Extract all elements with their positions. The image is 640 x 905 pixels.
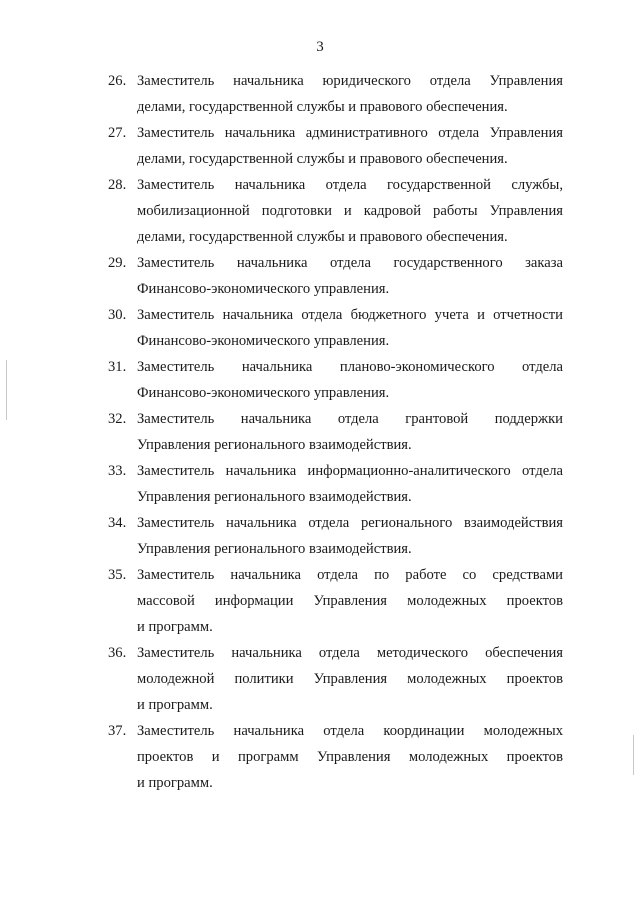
item-text-line: Финансово-экономического управления. bbox=[137, 333, 390, 349]
item-text-line: Заместитель начальника отдела методического обеспечения bbox=[137, 645, 563, 661]
item-text-line: Заместитель начальника отдела по работе со средствами bbox=[137, 567, 563, 583]
item-number: 33. bbox=[108, 463, 127, 479]
list-item bbox=[108, 562, 563, 640]
item-number: 31. bbox=[108, 359, 127, 375]
list-item bbox=[108, 302, 563, 354]
item-text-line: и программ. bbox=[137, 775, 213, 791]
item-number: 27. bbox=[108, 125, 127, 141]
list-item bbox=[108, 68, 563, 120]
scan-artifact bbox=[633, 735, 634, 775]
item-text-line: мобилизационной подготовки и кадровой работы Управления bbox=[137, 203, 563, 219]
item-text-line: Заместитель начальника отдела регионального взаимодействия bbox=[137, 515, 563, 531]
list-item bbox=[108, 250, 563, 302]
item-text-line: проектов и программ Управления молодежных проектов bbox=[137, 749, 563, 765]
item-text-line: Заместитель начальника отдела координации молодежных bbox=[137, 723, 563, 739]
item-number: 32. bbox=[108, 411, 127, 427]
item-text-line: делами, государственной службы и правового обеспечения. bbox=[137, 151, 508, 167]
item-number: 30. bbox=[108, 307, 127, 323]
item-text-line: Заместитель начальника планово-экономического отдела bbox=[137, 359, 563, 375]
item-number: 28. bbox=[108, 177, 127, 193]
list-item bbox=[108, 458, 563, 510]
scan-artifact bbox=[6, 360, 7, 420]
item-text-line: Заместитель начальника информационно-аналитического отдела bbox=[137, 463, 563, 479]
list-item bbox=[108, 172, 563, 250]
item-text-line: и программ. bbox=[137, 619, 213, 635]
item-text-line: Управления регионального взаимодействия. bbox=[137, 437, 412, 453]
item-number: 35. bbox=[108, 567, 127, 583]
list-item bbox=[108, 510, 563, 562]
list-item bbox=[108, 718, 563, 796]
item-text-line: Заместитель начальника отдела государственной службы, bbox=[137, 177, 563, 193]
page-number: 3 bbox=[316, 39, 324, 55]
item-text-line: и программ. bbox=[137, 697, 213, 713]
item-text-line: массовой информации Управления молодежных проектов bbox=[137, 593, 563, 609]
item-text-line: Заместитель начальника юридического отдела Управления bbox=[137, 73, 563, 89]
position-list bbox=[108, 68, 563, 796]
item-text-line: делами, государственной службы и правового обеспечения. bbox=[137, 229, 508, 245]
item-number: 37. bbox=[108, 723, 127, 739]
item-number: 36. bbox=[108, 645, 127, 661]
item-text-line: Заместитель начальника отдела бюджетного учета и отчетности bbox=[137, 307, 563, 323]
item-number: 26. bbox=[108, 73, 127, 89]
list-item bbox=[108, 354, 563, 406]
item-text-line: Финансово-экономического управления. bbox=[137, 281, 390, 297]
list-item bbox=[108, 120, 563, 172]
item-text-line: Заместитель начальника отдела государственного заказа bbox=[137, 255, 563, 271]
item-text-line: молодежной политики Управления молодежных проектов bbox=[137, 671, 563, 687]
item-text-line: Управления регионального взаимодействия. bbox=[137, 541, 412, 557]
item-number: 29. bbox=[108, 255, 127, 271]
item-number: 34. bbox=[108, 515, 127, 531]
item-text-line: Заместитель начальника административного отдела Управления bbox=[137, 125, 563, 141]
list-item bbox=[108, 406, 563, 458]
item-text-line: Финансово-экономического управления. bbox=[137, 385, 390, 401]
item-text-line: делами, государственной службы и правового обеспечения. bbox=[137, 99, 508, 115]
item-text-line: Управления регионального взаимодействия. bbox=[137, 489, 412, 505]
item-text-line: Заместитель начальника отдела грантовой поддержки bbox=[137, 411, 563, 427]
list-item bbox=[108, 640, 563, 718]
